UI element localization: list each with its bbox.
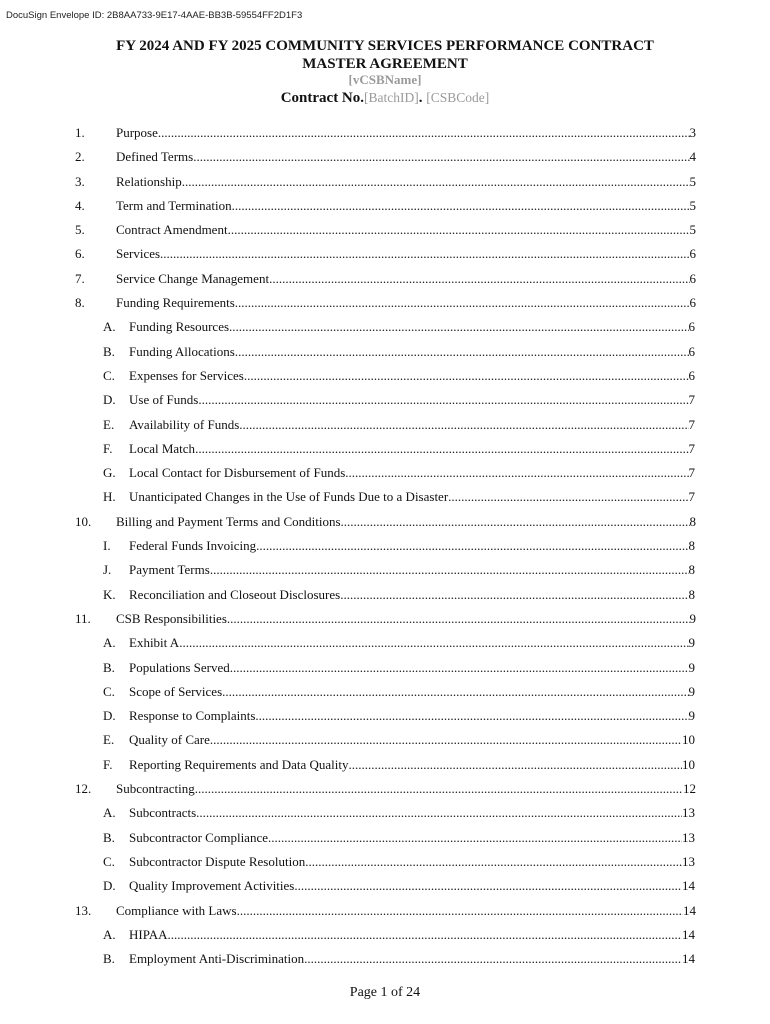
toc-entry[interactable]	[0, 315, 770, 339]
toc-entry-label: Quality Improvement Activities	[129, 878, 295, 894]
toc-subsection-letter: H.	[103, 489, 116, 505]
toc-dot-leader	[448, 485, 688, 509]
toc-entry[interactable]	[0, 364, 770, 388]
toc-entry-label: Reconciliation and Closeout Disclosures	[129, 586, 341, 602]
toc-entry-label: Service Change Management	[116, 270, 270, 286]
toc-entry-label: Compliance with Laws	[116, 902, 237, 918]
toc-page-number: 7	[688, 465, 695, 481]
toc-section-number: 3.	[75, 173, 85, 189]
toc-line	[116, 242, 696, 266]
toc-line	[129, 704, 695, 728]
toc-entry[interactable]	[0, 753, 770, 777]
toc-entry[interactable]	[0, 899, 770, 923]
toc-page-number: 5	[689, 197, 696, 213]
toc-dot-leader	[227, 607, 690, 631]
toc-dot-leader	[193, 145, 689, 169]
toc-entry[interactable]	[0, 656, 770, 680]
toc-subsection-letter: F.	[103, 440, 113, 456]
toc-dot-leader	[345, 461, 688, 485]
contract-label: Contract No.	[280, 90, 365, 106]
toc-subsection-letter: J.	[103, 562, 112, 578]
toc-line	[129, 947, 695, 971]
toc-dot-leader	[268, 826, 682, 850]
toc-line	[129, 850, 695, 874]
toc-dot-leader	[228, 218, 690, 242]
toc-subsection-letter: E.	[103, 732, 115, 748]
toc-dot-leader	[235, 340, 689, 364]
toc-line	[129, 656, 695, 680]
toc-line	[129, 631, 695, 655]
toc-page-number: 6	[689, 246, 696, 262]
toc-dot-leader	[198, 388, 688, 412]
toc-subsection-letter: I.	[103, 538, 111, 554]
toc-entry-label: Local Contact for Disbursement of Funds	[129, 465, 346, 481]
toc-line	[129, 437, 695, 461]
toc-page-number: 5	[689, 222, 696, 238]
toc-page-number: 6	[688, 343, 695, 359]
toc-entry[interactable]	[0, 850, 770, 874]
toc-entry[interactable]	[0, 170, 770, 194]
toc-entry[interactable]	[0, 388, 770, 412]
toc-entry-label: Term and Termination	[116, 197, 232, 213]
toc-subsection-letter: B.	[103, 659, 115, 675]
toc-line	[129, 801, 695, 825]
toc-entry[interactable]	[0, 145, 770, 169]
toc-dot-leader	[305, 850, 682, 874]
toc-entry-label: Subcontracting	[116, 781, 195, 797]
toc-dot-leader	[349, 753, 682, 777]
toc-entry-label: Services	[116, 246, 161, 262]
toc-entry[interactable]	[0, 874, 770, 898]
toc-dot-leader	[256, 534, 688, 558]
toc-page-number: 8	[688, 586, 695, 602]
toc-page-number: 13	[682, 805, 695, 821]
toc-entry-label: Funding Allocations	[129, 343, 235, 359]
toc-entry[interactable]	[0, 485, 770, 509]
toc-entry-label: Reporting Requirements and Data Quality	[129, 756, 349, 772]
toc-page-number: 7	[688, 440, 695, 456]
toc-line	[129, 728, 695, 752]
toc-entry-label: Contract Amendment	[116, 222, 228, 238]
toc-entry-label: Funding Requirements	[116, 295, 235, 311]
toc-line	[129, 583, 695, 607]
toc-page-number: 7	[688, 392, 695, 408]
toc-entry-label: Expenses for Services	[129, 367, 244, 383]
toc-dot-leader	[230, 656, 689, 680]
toc-dot-leader	[255, 704, 688, 728]
toc-entry-label: Local Match	[129, 440, 196, 456]
toc-entry[interactable]	[0, 583, 770, 607]
toc-entry[interactable]	[0, 510, 770, 534]
toc-subsection-letter: B.	[103, 343, 115, 359]
toc-line	[129, 364, 695, 388]
toc-line	[129, 874, 695, 898]
toc-line	[116, 291, 696, 315]
document-title: FY 2024 AND FY 2025 COMMUNITY SERVICES PERFORMANCE CONTRACT	[116, 38, 654, 54]
toc-section-number: 13.	[75, 902, 92, 918]
toc-entry-label: Quality of Care	[129, 732, 210, 748]
toc-line	[129, 388, 695, 412]
toc-section-number: 1.	[75, 125, 85, 140]
csb-code-field: [CSBCode]	[426, 90, 490, 105]
toc-entry-label: Scope of Services	[129, 683, 223, 699]
toc-dot-leader	[195, 437, 688, 461]
toc-entry-label: Subcontractor Compliance	[129, 829, 268, 845]
toc-entry-label: Purpose	[116, 125, 158, 140]
toc-page-number: 14	[683, 902, 696, 918]
toc-line	[129, 413, 695, 437]
toc-page-number: 6	[688, 319, 695, 335]
toc-entry[interactable]	[0, 218, 770, 242]
toc-section-number: 4.	[75, 197, 85, 213]
toc-page-number: 8	[689, 513, 696, 529]
toc-page-number: 6	[689, 270, 696, 286]
toc-line	[116, 899, 696, 923]
toc-entry[interactable]	[0, 558, 770, 582]
toc-page-number: 14	[682, 878, 695, 894]
toc-entry[interactable]	[0, 194, 770, 218]
toc-entry-label: Subcontractor Dispute Resolution	[129, 853, 306, 869]
toc-dot-leader	[168, 923, 682, 947]
toc-subsection-letter: C.	[103, 683, 115, 699]
toc-page-number: 7	[688, 416, 695, 432]
toc-line	[129, 340, 695, 364]
toc-dot-leader	[196, 801, 682, 825]
toc-page-number: 6	[688, 367, 695, 383]
toc-entry-label: Subcontracts	[129, 805, 197, 821]
toc-dot-leader	[210, 558, 689, 582]
toc-subsection-letter: K.	[103, 586, 116, 602]
toc-subsection-letter: E.	[103, 416, 115, 432]
toc-section-number: 5.	[75, 222, 85, 238]
toc-page-number: 14	[682, 926, 695, 942]
toc-entry[interactable]	[0, 704, 770, 728]
toc-page-number: 8	[688, 538, 695, 554]
toc-page-number: 9	[688, 635, 695, 651]
toc-entry[interactable]	[0, 947, 770, 971]
toc-entry-label: Employment Anti-Discrimination	[129, 951, 305, 967]
toc-entry[interactable]	[0, 242, 770, 266]
toc-subsection-letter: A.	[103, 635, 116, 651]
toc-line	[116, 607, 696, 631]
toc-page-number: 12	[683, 781, 696, 797]
page-footer: Page 1 of 24	[349, 985, 421, 1000]
toc-subsection-letter: B.	[103, 951, 115, 967]
toc-entry-label: Payment Terms	[129, 562, 210, 578]
toc-dot-leader	[229, 315, 688, 339]
table-of-contents	[0, 121, 770, 971]
toc-entry[interactable]	[0, 923, 770, 947]
toc-entry-label: Availability of Funds	[129, 416, 240, 432]
contract-number	[0, 90, 770, 107]
toc-entry[interactable]	[0, 826, 770, 850]
toc-entry[interactable]	[0, 121, 770, 145]
toc-subsection-letter: D.	[103, 878, 116, 894]
toc-page-number: 9	[688, 708, 695, 724]
toc-entry[interactable]	[0, 267, 770, 291]
toc-page-number: 13	[682, 853, 695, 869]
toc-dot-leader	[160, 242, 689, 266]
toc-line	[129, 923, 695, 947]
toc-entry-label: Exhibit A	[129, 635, 180, 651]
toc-entry-label: HIPAA	[129, 926, 168, 942]
toc-entry[interactable]	[0, 631, 770, 655]
toc-entry[interactable]	[0, 437, 770, 461]
toc-entry[interactable]	[0, 461, 770, 485]
toc-entry[interactable]	[0, 777, 770, 801]
toc-page-number: 3	[689, 125, 696, 140]
toc-entry-label: Response to Complaints	[129, 708, 256, 724]
toc-entry[interactable]	[0, 680, 770, 704]
toc-line	[116, 218, 696, 242]
toc-dot-leader	[294, 874, 682, 898]
toc-section-number: 6.	[75, 246, 85, 262]
toc-dot-leader	[341, 510, 690, 534]
toc-dot-leader	[244, 364, 689, 388]
toc-dot-leader	[232, 194, 690, 218]
toc-page-number: 10	[682, 756, 695, 772]
toc-subsection-letter: F.	[103, 756, 113, 772]
toc-line	[129, 680, 695, 704]
toc-line	[129, 826, 695, 850]
toc-line	[116, 194, 696, 218]
toc-dot-leader	[340, 583, 688, 607]
toc-section-number: 11.	[75, 610, 91, 626]
toc-line	[129, 315, 695, 339]
toc-section-number: 8.	[75, 295, 85, 311]
toc-dot-leader	[239, 413, 688, 437]
toc-dot-leader	[179, 631, 688, 655]
toc-entry[interactable]	[0, 340, 770, 364]
toc-line	[116, 267, 696, 291]
toc-entry-label: Billing and Payment Terms and Conditions	[116, 513, 341, 529]
toc-dot-leader	[195, 777, 683, 801]
toc-section-number: 2.	[75, 149, 85, 165]
toc-page-number: 8	[688, 562, 695, 578]
toc-entry[interactable]	[0, 607, 770, 631]
toc-dot-leader	[222, 680, 688, 704]
toc-line	[116, 145, 696, 169]
batch-id-field: [BatchID]	[364, 90, 419, 105]
toc-entry-label: Relationship	[116, 173, 182, 189]
toc-page-number: 9	[689, 610, 696, 626]
toc-section-number: 7.	[75, 270, 85, 286]
toc-line	[116, 121, 696, 145]
toc-dot-leader	[235, 291, 690, 315]
toc-entry[interactable]	[0, 801, 770, 825]
toc-subsection-letter: C.	[103, 367, 115, 383]
toc-entry[interactable]	[0, 413, 770, 437]
toc-page-number: 4	[689, 149, 696, 165]
toc-line	[129, 558, 695, 582]
toc-entry-label: Populations Served	[129, 659, 230, 675]
toc-subsection-letter: A.	[103, 926, 116, 942]
document-subtitle: MASTER AGREEMENT	[302, 56, 468, 72]
toc-page-number: 6	[689, 295, 696, 311]
toc-page-number: 9	[688, 659, 695, 675]
toc-page-number: 9	[688, 683, 695, 699]
toc-dot-leader	[158, 121, 690, 145]
toc-entry-label: Defined Terms	[116, 149, 194, 165]
toc-subsection-letter: C.	[103, 853, 115, 869]
toc-subsection-letter: A.	[103, 805, 116, 821]
toc-subsection-letter: B.	[103, 829, 115, 845]
toc-page-number: 10	[682, 732, 695, 748]
toc-line	[129, 485, 695, 509]
toc-entry-label: Use of Funds	[129, 392, 199, 408]
toc-page-number: 7	[688, 489, 695, 505]
contract-separator: .	[418, 90, 423, 106]
toc-page-number: 13	[682, 829, 695, 845]
toc-entry[interactable]	[0, 728, 770, 752]
toc-entry-label: Federal Funds Invoicing	[129, 538, 257, 554]
toc-line	[129, 753, 695, 777]
toc-entry[interactable]	[0, 534, 770, 558]
toc-dot-leader	[182, 170, 690, 194]
toc-entry-label: Funding Resources	[129, 319, 230, 335]
toc-section-number: 12.	[75, 781, 92, 797]
toc-dot-leader	[237, 899, 683, 923]
toc-subsection-letter: G.	[103, 465, 116, 481]
toc-entry[interactable]	[0, 291, 770, 315]
envelope-id: DocuSign Envelope ID: 2B8AA733-9E17-4AAE-BB3B-59554FF2D1F3	[6, 10, 303, 21]
csb-name-field: [vCSBName]	[348, 72, 422, 87]
toc-entry-label: Unanticipated Changes in the Use of Funds Due to a Disaster	[129, 489, 449, 505]
toc-dot-leader	[210, 728, 682, 752]
toc-page-number: 5	[689, 173, 696, 189]
toc-line	[116, 777, 696, 801]
toc-line	[116, 170, 696, 194]
toc-section-number: 10.	[75, 513, 92, 529]
toc-line	[129, 534, 695, 558]
toc-entry-label: CSB Responsibilities	[116, 610, 227, 626]
toc-line	[129, 461, 695, 485]
toc-page-number: 14	[682, 951, 695, 967]
toc-dot-leader	[304, 947, 682, 971]
toc-subsection-letter: D.	[103, 708, 116, 724]
toc-dot-leader	[269, 267, 689, 291]
toc-subsection-letter: D.	[103, 392, 116, 408]
toc-subsection-letter: A.	[103, 319, 116, 335]
toc-line	[116, 510, 696, 534]
